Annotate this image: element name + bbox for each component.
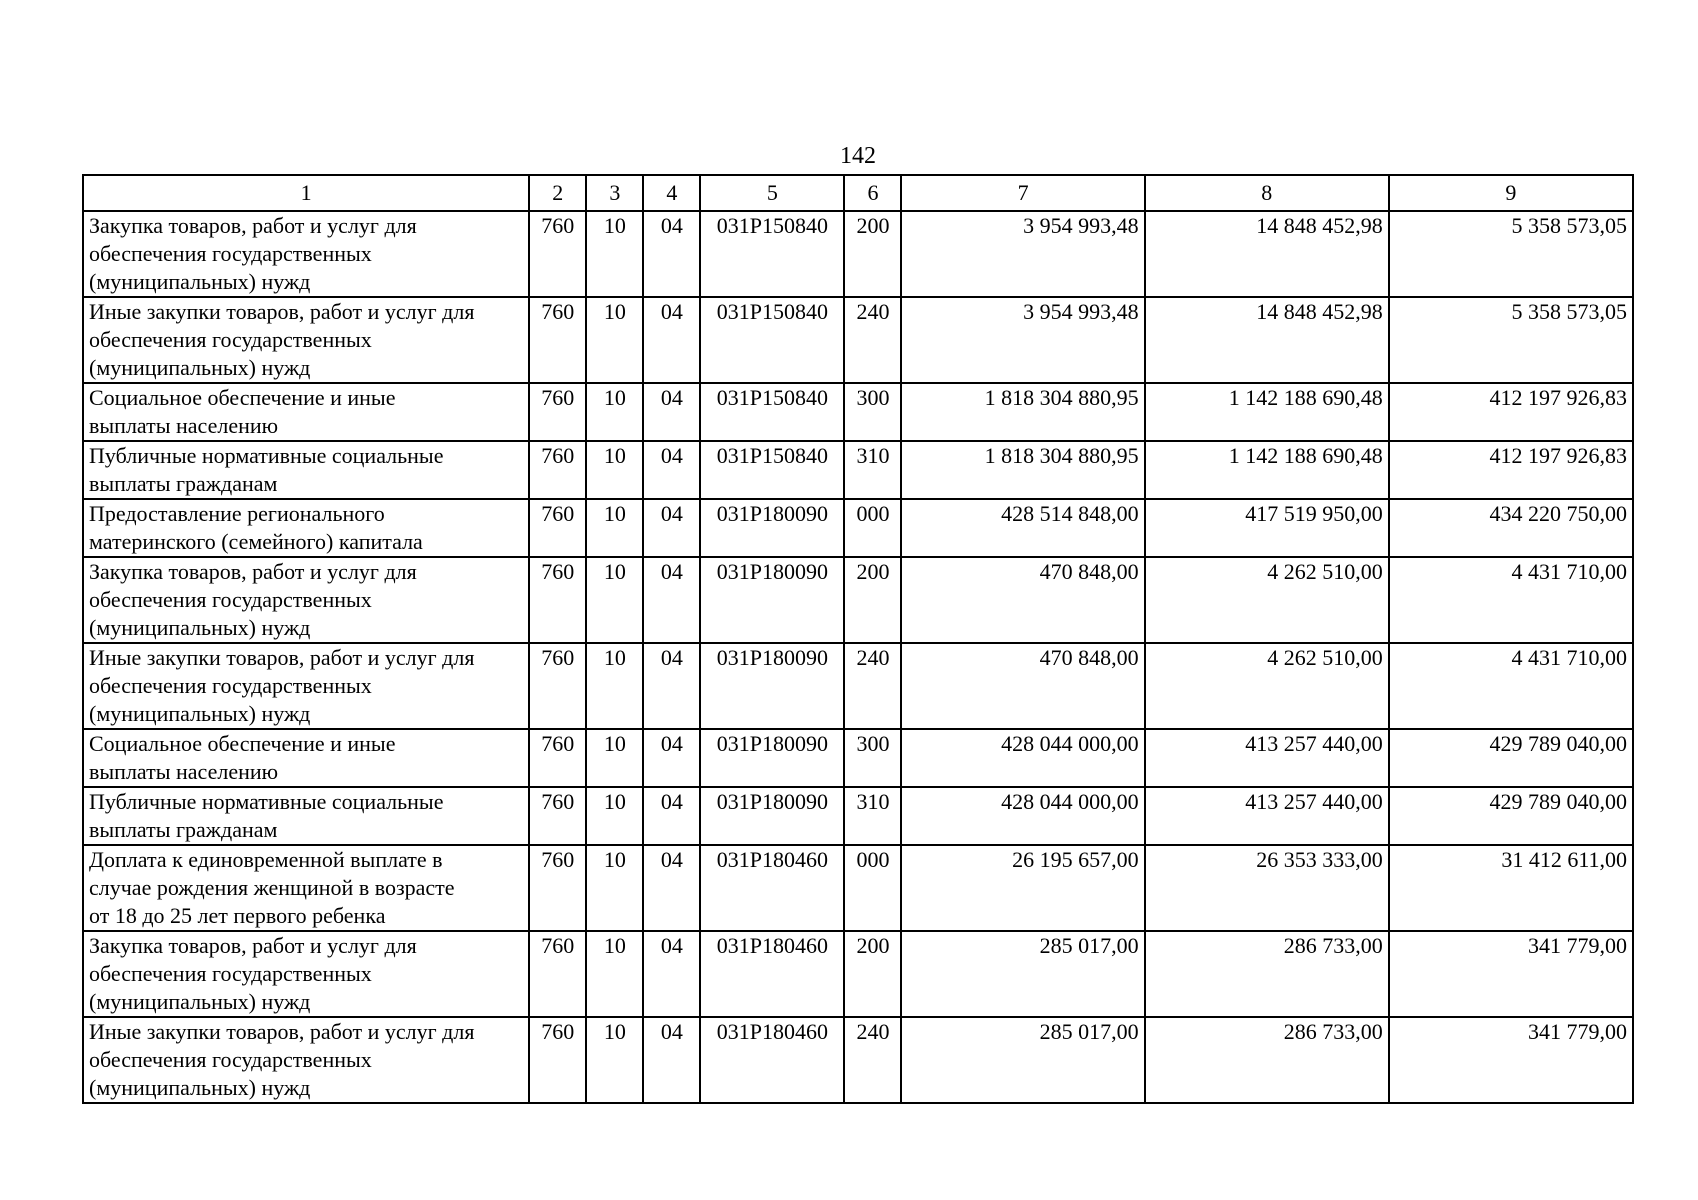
subsection-code: 04: [643, 845, 700, 931]
amount-col-7: 26 195 657,00: [901, 845, 1144, 931]
target-article-code: 031P180090: [700, 787, 844, 845]
expense-type-code: 240: [844, 1017, 901, 1103]
section-code: 10: [586, 499, 643, 557]
row-name-line: обеспечения государственных: [89, 327, 372, 352]
row-name-line: выплаты гражданам: [89, 817, 278, 842]
subsection-code: 04: [643, 787, 700, 845]
subsection-code: 04: [643, 1017, 700, 1103]
amount-col-8: 4 262 510,00: [1145, 557, 1389, 643]
expense-type-code: 240: [844, 643, 901, 729]
target-article-code: 031P150840: [700, 211, 844, 297]
subsection-code: 04: [643, 297, 700, 383]
expense-type-code: 310: [844, 787, 901, 845]
amount-col-8: 413 257 440,00: [1145, 787, 1389, 845]
row-name-line: Закупка товаров, работ и услуг для: [89, 213, 417, 238]
amount-col-8: 4 262 510,00: [1145, 643, 1389, 729]
row-name-line: обеспечения государственных: [89, 961, 372, 986]
expense-type-code: 200: [844, 931, 901, 1017]
amount-col-7: 428 514 848,00: [901, 499, 1144, 557]
amount-col-9: 429 789 040,00: [1389, 729, 1633, 787]
row-name-line: Публичные нормативные социальные: [89, 443, 444, 468]
amount-col-7: 285 017,00: [901, 931, 1144, 1017]
section-code: 10: [586, 211, 643, 297]
row-name-line: Иные закупки товаров, работ и услуг для: [89, 645, 475, 670]
row-name-line: обеспечения государственных: [89, 673, 372, 698]
subsection-code: 04: [643, 557, 700, 643]
row-name-line: (муниципальных) нужд: [89, 355, 311, 380]
row-name: [83, 643, 529, 729]
row-name: [83, 499, 529, 557]
row-name: [83, 441, 529, 499]
expense-type-code: 300: [844, 383, 901, 441]
table-row: [83, 297, 1633, 383]
row-name-line: Публичные нормативные социальные: [89, 789, 444, 814]
column-header-5: 5: [700, 175, 844, 211]
column-header-6: 6: [844, 175, 901, 211]
budget-table: [82, 174, 1634, 1104]
section-code: 10: [586, 557, 643, 643]
amount-col-8: 14 848 452,98: [1145, 297, 1389, 383]
row-name: [83, 383, 529, 441]
amount-col-8: 413 257 440,00: [1145, 729, 1389, 787]
amount-col-7: 3 954 993,48: [901, 211, 1144, 297]
row-name: [83, 557, 529, 643]
target-article-code: 031P180090: [700, 729, 844, 787]
expense-type-code: 000: [844, 845, 901, 931]
ministry-code: 760: [529, 297, 586, 383]
table-row: [83, 441, 1633, 499]
expense-type-code: 000: [844, 499, 901, 557]
target-article-code: 031P180090: [700, 557, 844, 643]
row-name-line: Иные закупки товаров, работ и услуг для: [89, 299, 475, 324]
target-article-code: 031P180090: [700, 499, 844, 557]
amount-col-8: 417 519 950,00: [1145, 499, 1389, 557]
column-header-1: 1: [83, 175, 529, 211]
row-name: [83, 787, 529, 845]
table-row: [83, 931, 1633, 1017]
expense-type-code: 310: [844, 441, 901, 499]
ministry-code: 760: [529, 787, 586, 845]
ministry-code: 760: [529, 931, 586, 1017]
subsection-code: 04: [643, 383, 700, 441]
subsection-code: 04: [643, 931, 700, 1017]
ministry-code: 760: [529, 845, 586, 931]
column-header-8: 8: [1145, 175, 1389, 211]
table-row: [83, 729, 1633, 787]
column-header-4: 4: [643, 175, 700, 211]
expense-type-code: 200: [844, 211, 901, 297]
expense-type-code: 240: [844, 297, 901, 383]
row-name-line: Социальное обеспечение и иные: [89, 731, 396, 756]
section-code: 10: [586, 383, 643, 441]
table-row: [83, 383, 1633, 441]
ministry-code: 760: [529, 383, 586, 441]
amount-col-9: 429 789 040,00: [1389, 787, 1633, 845]
amount-col-7: 470 848,00: [901, 643, 1144, 729]
amount-col-9: 4 431 710,00: [1389, 557, 1633, 643]
amount-col-7: 1 818 304 880,95: [901, 383, 1144, 441]
row-name-line: (муниципальных) нужд: [89, 615, 311, 640]
section-code: 10: [586, 787, 643, 845]
section-code: 10: [586, 441, 643, 499]
subsection-code: 04: [643, 499, 700, 557]
target-article-code: 031P150840: [700, 297, 844, 383]
amount-col-7: 3 954 993,48: [901, 297, 1144, 383]
amount-col-8: 1 142 188 690,48: [1145, 383, 1389, 441]
ministry-code: 760: [529, 729, 586, 787]
row-name-line: от 18 до 25 лет первого ребенка: [89, 903, 386, 928]
amount-col-9: 341 779,00: [1389, 1017, 1633, 1103]
amount-col-7: 428 044 000,00: [901, 787, 1144, 845]
amount-col-8: 14 848 452,98: [1145, 211, 1389, 297]
page-number: 142: [840, 143, 876, 169]
column-header-7: 7: [901, 175, 1144, 211]
amount-col-8: 286 733,00: [1145, 1017, 1389, 1103]
subsection-code: 04: [643, 441, 700, 499]
amount-col-9: 5 358 573,05: [1389, 211, 1633, 297]
column-header-9: 9: [1389, 175, 1633, 211]
subsection-code: 04: [643, 643, 700, 729]
subsection-code: 04: [643, 211, 700, 297]
row-name: [83, 297, 529, 383]
amount-col-8: 26 353 333,00: [1145, 845, 1389, 931]
row-name: [83, 931, 529, 1017]
subsection-code: 04: [643, 729, 700, 787]
amount-col-7: 428 044 000,00: [901, 729, 1144, 787]
ministry-code: 760: [529, 557, 586, 643]
row-name: [83, 1017, 529, 1103]
row-name: [83, 211, 529, 297]
expense-type-code: 300: [844, 729, 901, 787]
row-name-line: выплаты гражданам: [89, 471, 278, 496]
row-name-line: выплаты населению: [89, 759, 279, 784]
row-name-line: случае рождения женщиной в возрасте: [89, 875, 455, 900]
table-row: [83, 845, 1633, 931]
target-article-code: 031P180460: [700, 931, 844, 1017]
row-name-line: обеспечения государственных: [89, 1047, 372, 1072]
ministry-code: 760: [529, 499, 586, 557]
row-name-line: Иные закупки товаров, работ и услуг для: [89, 1019, 475, 1044]
amount-col-9: 31 412 611,00: [1389, 845, 1633, 931]
table-row: [83, 211, 1633, 297]
row-name-line: (муниципальных) нужд: [89, 989, 311, 1014]
row-name-line: обеспечения государственных: [89, 241, 372, 266]
table-row: [83, 499, 1633, 557]
target-article-code: 031P180090: [700, 643, 844, 729]
row-name-line: (муниципальных) нужд: [89, 1075, 311, 1100]
ministry-code: 760: [529, 1017, 586, 1103]
amount-col-9: 341 779,00: [1389, 931, 1633, 1017]
table-row: [83, 787, 1633, 845]
table-row: [83, 557, 1633, 643]
amount-col-9: 5 358 573,05: [1389, 297, 1633, 383]
amount-col-9: 412 197 926,83: [1389, 383, 1633, 441]
section-code: 10: [586, 845, 643, 931]
table-row: [83, 643, 1633, 729]
table-body: [83, 211, 1633, 1103]
row-name-line: материнского (семейного) капитала: [89, 529, 423, 554]
ministry-code: 760: [529, 441, 586, 499]
row-name-line: Закупка товаров, работ и услуг для: [89, 933, 417, 958]
target-article-code: 031P180460: [700, 1017, 844, 1103]
section-code: 10: [586, 297, 643, 383]
amount-col-7: 285 017,00: [901, 1017, 1144, 1103]
column-header-2: 2: [529, 175, 586, 211]
ministry-code: 760: [529, 643, 586, 729]
target-article-code: 031P180460: [700, 845, 844, 931]
row-name-line: (муниципальных) нужд: [89, 701, 311, 726]
section-code: 10: [586, 643, 643, 729]
row-name-line: Доплата к единовременной выплате в: [89, 847, 443, 872]
amount-col-9: 434 220 750,00: [1389, 499, 1633, 557]
amount-col-9: 4 431 710,00: [1389, 643, 1633, 729]
expense-type-code: 200: [844, 557, 901, 643]
amount-col-8: 1 142 188 690,48: [1145, 441, 1389, 499]
column-header-3: 3: [586, 175, 643, 211]
ministry-code: 760: [529, 211, 586, 297]
row-name-line: выплаты населению: [89, 413, 279, 438]
target-article-code: 031P150840: [700, 441, 844, 499]
section-code: 10: [586, 1017, 643, 1103]
row-name: [83, 729, 529, 787]
amount-col-9: 412 197 926,83: [1389, 441, 1633, 499]
header-row: [83, 175, 1633, 211]
row-name-line: Социальное обеспечение и иные: [89, 385, 396, 410]
row-name-line: обеспечения государственных: [89, 587, 372, 612]
amount-col-7: 1 818 304 880,95: [901, 441, 1144, 499]
section-code: 10: [586, 931, 643, 1017]
target-article-code: 031P150840: [700, 383, 844, 441]
section-code: 10: [586, 729, 643, 787]
row-name-line: (муниципальных) нужд: [89, 269, 311, 294]
amount-col-8: 286 733,00: [1145, 931, 1389, 1017]
row-name: [83, 845, 529, 931]
row-name-line: Предоставление регионального: [89, 501, 385, 526]
table-row: [83, 1017, 1633, 1103]
amount-col-7: 470 848,00: [901, 557, 1144, 643]
row-name-line: Закупка товаров, работ и услуг для: [89, 559, 417, 584]
